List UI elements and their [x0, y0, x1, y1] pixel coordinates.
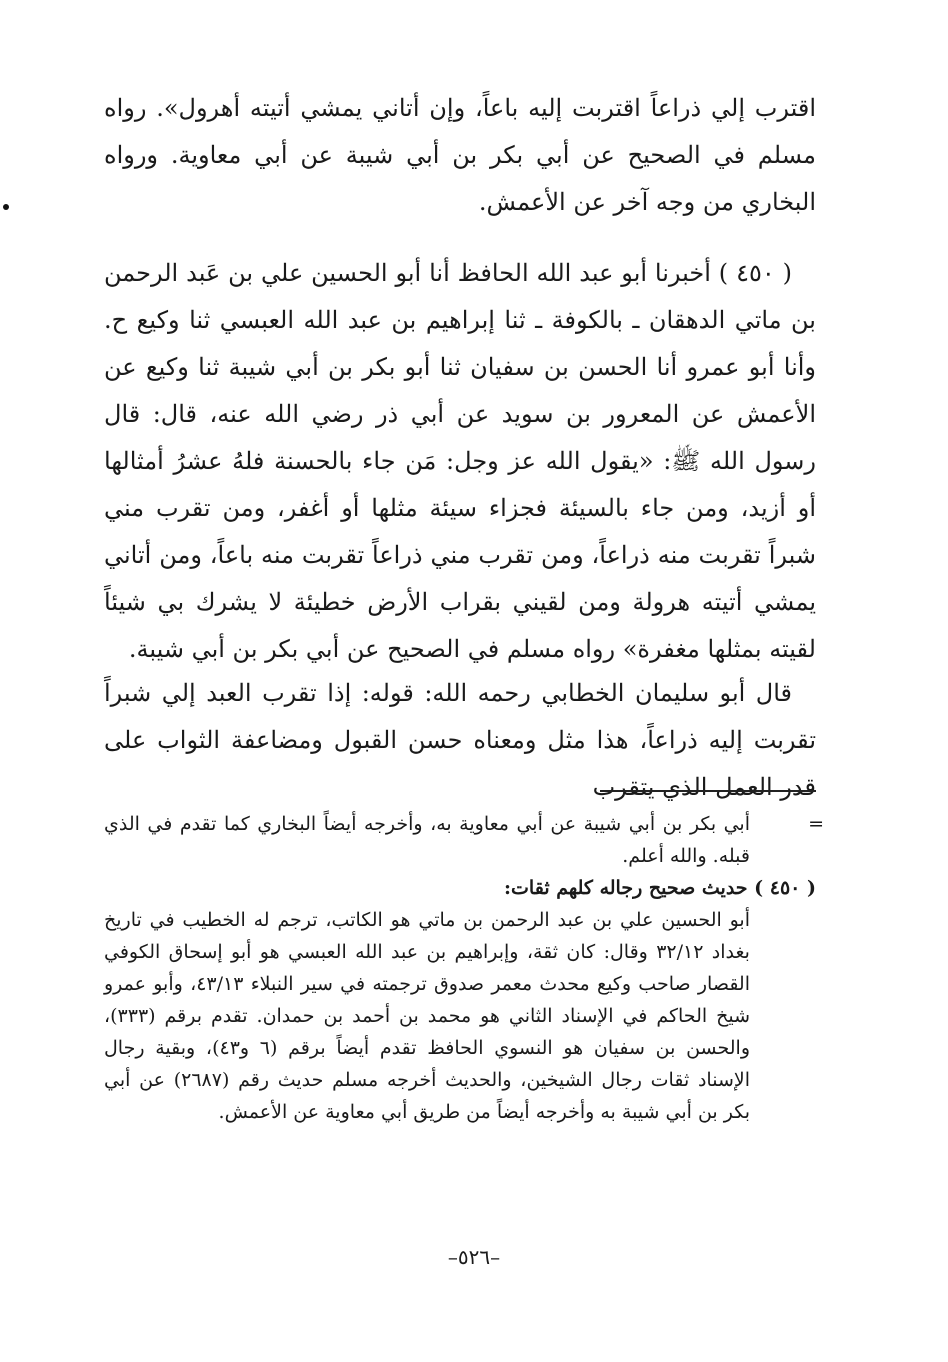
continuation-marker: = [808, 813, 824, 835]
main-paragraph-2 [104, 250, 816, 673]
main-paragraph-3-text: قال أبو سليمان الخطابي رحمه الله: قوله: إذا تقرب العبد إلي شبراً تقربت إليه ذراعاً، هذا مثل ومعناه حسن القبول ومضاعفة الثواب على قدر العمل الذي يتقرب [104, 679, 816, 801]
footnote-text: أبو الحسين علي بن عبد الرحمن بن ماتي هو الكاتب، ترجم له الخطيب في تاريخ بغداد ٣٢/١٢ وقال: كان ثقة، وإبراهيم بن عبد الله العبسي هو أبو إسحاق الكوفي القصار صاحب وكيع محدث معمر صدوق ترجمته في سير النبلاء ٤٣/١٣، وأبو عمرو شيخ الحاكم في الإسناد الثاني هو محمد بن أحمد بن حمدان. تقدم برقم (٣٣٣)، والحسن بن سفيان هو النسوي الحافظ تقدم أيضاً برقم (٦ و٤٣)، وبقية رجال الإسناد ثقات رجال الشيخين، والحديث أخرجه مسلم حديث رقم (٢٦٨٧) عن أبي بكر بن أبي شيبة به وأخرجه أيضاً من طريق أبي معاوية عن الأعمش. [104, 909, 751, 1123]
footnote-continuation [104, 808, 824, 872]
main-paragraph-1 [104, 85, 816, 226]
footnote-continuation-text: أبي بكر بن أبي شيبة عن أبي معاوية به، وأخرجه أيضاً البخاري كما تقدم في الذي قبله. والله أعلم. [104, 813, 750, 867]
footnote-heading: ( ٤٥٠ ) حديث صحيح رجاله كلهم ثقات: [504, 877, 816, 899]
footnote-separator [600, 790, 816, 792]
main-paragraph-2-text: ( ٤٥٠ ) أخبرنا أبو عبد الله الحافظ أنا أبو الحسين علي بن عَبد الرحمن بن ماتي الدهقان ـ بالكوفة ـ ثنا إبراهيم بن عبد الله العبسي ثنا وكيع ح. وأنا أبو عمرو أنا الحسن بن سفيان ثنا أبو بكر بن أبي شيبة ثنا وكيع عن الأعمش عن المعرور بن سويد عن أبي ذر رضي الله عنه، قال: قال رسول الله ﷺ: «يقول الله عز وجل: مَن جاء بالحسنة فلهُ عشرُ أمثالها أو أزيد، ومن جاء بالسيئة فجزاء سيئة مثلها أو أغفر، ومن تقرب مني شبراً تقربت منه ذراعاً، ومن تقرب مني ذراعاً تقربت منه باعاً، ومن أتاني يمشي أتيته هرولة ومن لقيني بقراب الأرض خطيئة لا يشرك بي شيئاً لقيته بمثلها مغفرة» رواه مسلم في الصحيح عن أبي بكر بن أبي شيبة. [104, 259, 817, 663]
page-number: –٥٢٦– [447, 1245, 501, 1269]
main-paragraph-1-text: اقترب إلي ذراعاً اقتربت إليه باعاً، وإن أتاني يمشي أتيته أهرول». رواه مسلم في الصحيح عن أبي بكر بن أبي شيبة عن أبي معاوية. ورواه البخاري من وجه آخر عن الأعمش. [104, 94, 816, 216]
margin-dot [3, 204, 9, 210]
footnotes-section [104, 808, 824, 1128]
